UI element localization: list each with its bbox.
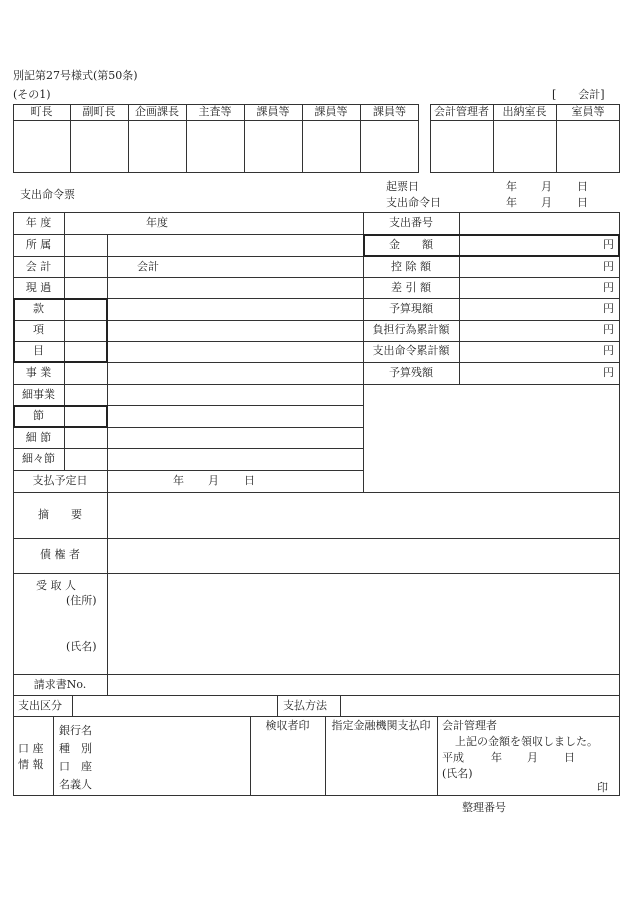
kojo-label: 控 除 額 [391,260,431,273]
yen-futan: 円 [603,323,614,336]
payment-date-day: 日 [244,474,255,487]
yen-kingaku: 円 [603,238,614,251]
genka-label: 現 過 [25,281,52,294]
saijigyo-label: 細事業 [22,388,55,401]
koza-label: 口 座 [59,760,92,773]
shishutsu-day: 日 [577,196,588,209]
seikyusho-label: 請求書No. [33,678,87,691]
ryoshu-text: 上記の金額を領収しました。 [455,735,598,748]
heisei-label: 平成 [442,751,464,764]
shishutsu-no-label: 支出番号 [389,216,433,229]
jigyo-label: 事 業 [25,366,52,379]
stamp-label-suito-shitsucho: 出納室長 [502,105,547,118]
kaikei-label: 会 計 [25,260,52,273]
meirei-label: 支出命令累計額 [372,344,450,357]
payment-date-year: 年 [173,474,184,487]
shishutsu-year: 年 [506,196,517,209]
shishutsu-date-label: 支出命令日 [386,196,441,209]
kihyo-year: 年 [506,180,517,193]
shozoku-label: 所 属 [25,238,52,251]
uketorinin-shimei: (氏名) [66,640,97,653]
koza-info-label-2: 情 報 [18,758,44,771]
kingaku-label: 金 額 [389,238,433,251]
form-id: 別記第27号様式(第50条) [13,69,138,82]
moku-label: 目 [33,344,44,357]
shishutsu-month: 月 [541,196,552,209]
stamp-label-chocho: 町長 [30,105,53,118]
form-title: 支出命令票 [20,188,75,201]
payment-date-month: 月 [208,474,219,487]
shitei-label: 指定金融機関支払印 [331,719,431,732]
ryoshu-year: 年 [491,751,502,764]
kihyo-month: 月 [541,180,552,193]
stamp-label-kain-3: 課員等 [373,105,406,118]
saisetsu-label: 細 節 [25,431,52,444]
stamp-label-shitsuin: 室員等 [571,105,605,118]
yen-sashihiki: 円 [603,281,614,294]
stamp-label-shusa: 主査等 [198,105,232,118]
meigi-label: 名義人 [59,778,92,791]
kihyo-date-label: 起票日 [386,180,419,193]
account-label: [ 会計] [552,88,605,101]
nendo-label: 年 度 [25,216,52,229]
ryoshu-day: 日 [564,751,575,764]
ryoshu-shimei: (氏名) [442,767,473,780]
nendo-value: 年度 [146,216,168,229]
zangaku-label: 予算残額 [389,366,433,379]
kou-label: 項 [33,323,44,336]
stamp-label-kain-2: 課員等 [314,105,348,118]
tekiyo-label: 摘 要 [38,508,82,521]
uketorinin-label: 受 取 人 [36,579,76,592]
in-mark: 印 [597,781,608,794]
setsu-label: 節 [33,409,44,422]
ryoshu-month: 月 [527,751,538,764]
yen-zangaku: 円 [603,366,614,379]
bank-name-label: 銀行名 [59,724,92,737]
yen-meirei: 円 [603,344,614,357]
stamp-label-kikaku: 企画課長 [135,105,179,118]
sashihiki-label: 差 引 額 [391,281,431,294]
saisaisetsu-label: 細々節 [22,452,55,465]
futan-label: 負担行為累計額 [372,323,450,336]
kihyo-day: 日 [577,180,588,193]
stamp-label-fukuchocho: 副町長 [82,105,116,118]
uketorinin-jusho: (住所) [66,594,97,607]
saikensha-label: 債 権 者 [40,548,80,561]
form-sub-id: (その1) [13,88,51,101]
stamp-label-kain-1: 課員等 [256,105,290,118]
yosan-genko-label: 予算現額 [389,302,433,315]
kenshu-label: 検収者印 [265,719,310,732]
kanri-label: 会計管理者 [442,719,497,732]
kubun-label: 支出区分 [18,699,62,712]
kaikei-value: 会計 [137,260,159,273]
payment-date-label: 支払予定日 [32,474,88,487]
stamp-label-kaikei-kanri: 会計管理者 [434,105,489,118]
yen-kojo: 円 [603,260,614,273]
yen-yosan-genko: 円 [603,302,614,315]
koza-info-label-1: 口 座 [18,742,44,755]
seiri-bango-label: 整理番号 [462,801,506,814]
hoho-label: 支払方法 [283,699,327,712]
kan-label: 款 [33,302,44,315]
shubetsu-label: 種 別 [59,742,92,755]
